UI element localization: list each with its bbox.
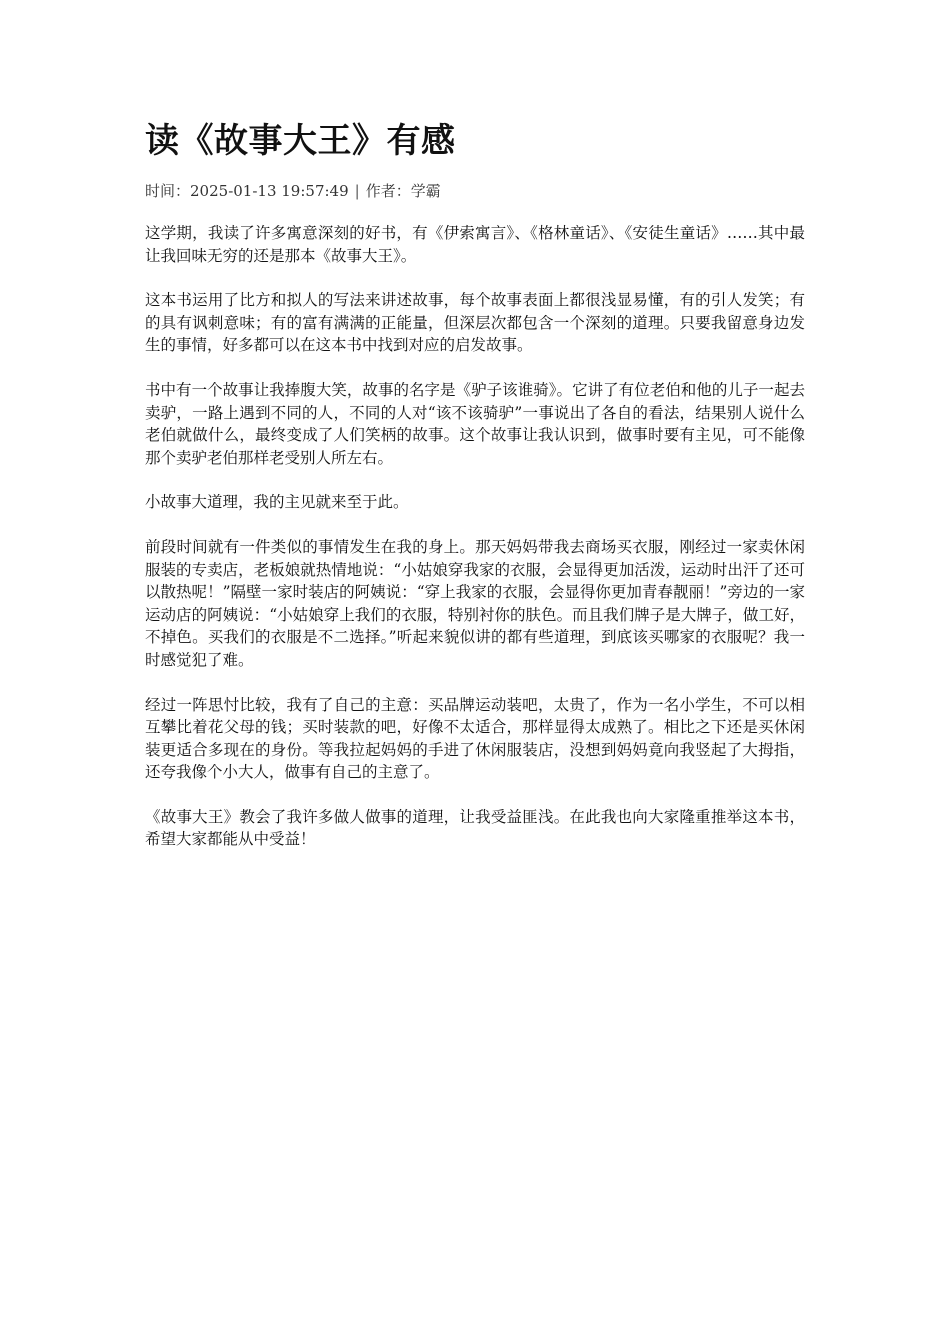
paragraph: 小故事大道理，我的主见就来至于此。: [145, 493, 409, 512]
paragraph: 这本书运用了比方和拟人的写法来讲述故事，每个故事表面上都很浅显易懂，有的引人发笑；有的具有讽刺意味；有的富有满满的正能量，但深层次都包含一个深刻的道理。只要我留意身边发生的事情，好多都可以在这本书中找到对应的启发故事。: [145, 291, 805, 355]
paragraph: 前段时间就有一件类似的事情发生在我的身上。那天妈妈带我去商场买衣服，刚经过一家卖休闲服装的专卖店，老板娘就热情地说：“小姑娘穿我家的衣服，会显得更加活泼，运动时出汗了还可以散热呢！”隔壁一家时装店的阿姨说：“穿上我家的衣服，会显得你更加青春靓丽！”旁边的一家运动店的阿姨说：“小姑娘穿上我们的衣服，特别衬你的肤色。而且我们牌子是大牌子，做工好，不掉色。买我们的衣服是不二选择。”听起来貌似讲的都有些道理，到底该买哪家的衣服呢？我一时感觉犯了难。: [145, 537, 805, 669]
author-value: 学霸: [410, 182, 441, 200]
article-body: [145, 222, 805, 851]
paragraph: 经过一阵思忖比较，我有了自己的主意：买品牌运动装吧，太贵了，作为一名小学生，不可以相互攀比着花父母的钱；买时装款的吧，好像不太适合，那样显得太成熟了。相比之下还是买休闲装更适合多现在的身份。等我拉起妈妈的手进了休闲服装店，没想到妈妈竟向我竖起了大拇指，还夸我像个小大人，做事有自己的主意了。: [145, 695, 805, 782]
article-title: 读《故事大王》有感: [145, 121, 456, 161]
meta-separator: |: [354, 182, 360, 200]
article: [145, 118, 805, 873]
paragraph: 《故事大王》教会了我许多做人做事的道理，让我受益匪浅。在此我也向大家隆重推举这本书，希望大家都能从中受益！: [145, 807, 805, 849]
paragraph: 这学期，我读了许多寓意深刻的好书，有《伊索寓言》、《格林童话》、《安徒生童话》……其中最让我回味无穷的还是那本《故事大王》。: [145, 224, 805, 265]
paragraph: 书中有一个故事让我捧腹大笑，故事的名字是《驴子该谁骑》。它讲了有位老伯和他的儿子一起去卖驴，一路上遇到不同的人，不同的人对“该不该骑驴”一事说出了各自的看法，结果别人说什么老伯就做什么，最终变成了人们笑柄的故事。这个故事让我认识到，做事时要有主见，可不能像那个卖驴老伯那样老受别人所左右。: [145, 380, 805, 467]
time-value: 2025-01-13 19:57:49: [190, 182, 349, 200]
time-label: 时间：: [145, 182, 191, 200]
article-meta: [145, 180, 805, 202]
author-label: 作者：: [365, 182, 411, 200]
